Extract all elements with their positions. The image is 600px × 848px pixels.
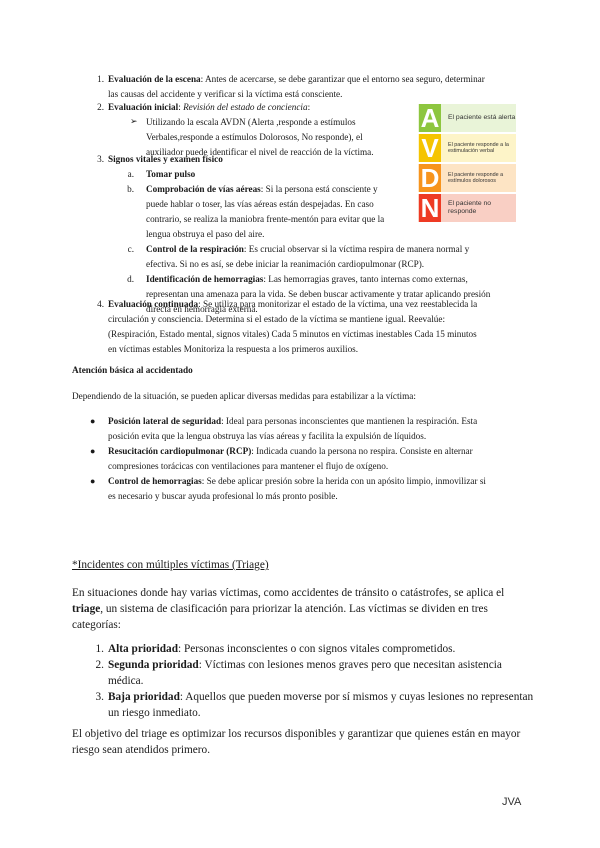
basic-care-item-2-line-2: compresiones torácicas con ventilaciones para mantener el flujo de oxígeno. — [108, 461, 389, 471]
step-2: 2. Evaluación inicial: Revisión del estado de conciencia: ➢ Utilizando la escala AVDN (Alerta ,responde a estímulos Verbales,responde a estímulos Dolorosos, No responde), el auxiliador puede identificar el nivel de reacción de la víctima. — [90, 100, 410, 160]
priority-2-line-1: : Víctimas con lesiones menos graves pero que necesitan asistencia — [198, 659, 502, 671]
step-2-subtitle: Revisión del estado de conciencia — [183, 102, 308, 112]
step-4 — [90, 297, 540, 357]
step-2-title: Evaluación inicial — [108, 102, 179, 112]
step-3a-letter: a. — [127, 169, 134, 179]
bullet-dot-icon: ● — [90, 446, 96, 456]
step-1-text-1: : Antes de acercarse, se debe garantizar que el entorno sea seguro, determinar — [200, 74, 485, 84]
step-2-bullet-line-2: Verbales,responde a estímulos Dolorosos, No responde), el — [146, 132, 363, 142]
triage-intro-bold: triage — [72, 603, 101, 615]
avdn-letter-n: N — [420, 193, 440, 223]
step-3c-title: Control de la respiración — [146, 244, 244, 254]
step-3d-line-3: directa en hemorragia externa. — [146, 304, 258, 314]
footer-initials: JVA — [502, 796, 522, 808]
step-4-line-2: circulación y consciencia. Determina si el estado de la víctima se mantiene igual. Reevalúe: — [108, 314, 445, 324]
triage-heading: *Incidentes con múltiples víctimas (Triage) — [72, 559, 269, 571]
step-3a-title: Tomar pulso — [146, 169, 196, 179]
basic-care-heading: Atención básica al accidentado — [72, 365, 193, 375]
priority-3-line-1: : Aquellos que pueden moverse por sí mismos y cuyas lesiones no representan — [179, 691, 534, 703]
step-3b-title: Comprobación de vías aéreas — [146, 184, 261, 194]
step-3d-title: Identificación de hemorragias — [146, 274, 264, 284]
step-1 — [90, 72, 530, 102]
priority-2-title: Segunda prioridad — [108, 659, 199, 671]
priority-3-line-2: un riesgo inmediato. — [108, 707, 201, 719]
avdn-letter-a: A — [420, 103, 440, 133]
basic-care-item-2-line-1: : Indicada cuando la persona no respira. Consiste en alternar — [251, 446, 473, 456]
step-3b-line-4: lengua obstruya el paso del aire. — [146, 229, 265, 239]
triage-intro — [72, 585, 542, 633]
avdn-text-n: El paciente no responde — [448, 200, 492, 215]
step-3-title: Signos vitales y examen físico — [108, 154, 223, 164]
step-3 — [90, 152, 530, 317]
step-1-text-2: las causas del accidente y verificar si la víctima está consciente. — [108, 89, 343, 99]
step-4-title: Evaluación continuada — [108, 299, 199, 309]
basic-care-item-3-line-1: : Se debe aplicar presión sobre la herida con un apósito limpio, inmovilizar si — [201, 476, 486, 486]
step-1-title: Evaluación de la escena — [108, 74, 201, 84]
step-2-number: 2. — [97, 102, 104, 112]
triage-intro-line-3: categorías: — [72, 619, 121, 631]
priority-1-line-1: : Personas inconscientes o con signos vitales comprometidos. — [177, 643, 456, 655]
avdn-text-a: El paciente está alerta — [448, 114, 516, 121]
priority-1-number: 1. — [95, 643, 104, 655]
step-2-bullet-line-3: auxiliador puede identificar el nivel de reacción de la víctima. — [146, 147, 374, 157]
step-3d-letter: d. — [127, 274, 134, 284]
avdn-letter-d: D — [420, 163, 440, 193]
avdn-text-d: El paciente responde a estímulos dolorosos — [448, 171, 504, 184]
triage-priority-list — [90, 641, 540, 721]
basic-care-item-3-line-2: es necesario y buscar ayuda profesional lo más pronto posible. — [108, 491, 338, 501]
priority-3-title: Baja prioridad — [108, 691, 180, 703]
triage-conclusion — [72, 726, 542, 758]
avdn-letter-v: V — [419, 134, 441, 162]
step-3d-line-1: : Las hemorragias graves, tanto internas como externas, — [263, 274, 468, 284]
step-1-number: 1. — [97, 74, 104, 84]
step-3b-letter: b. — [127, 184, 134, 194]
avdn-text-v: El paciente responde a la estimulación verbal — [448, 141, 509, 154]
triage-conclusion-line-2: riesgo sean atendidos primero. — [72, 744, 211, 756]
basic-care-item-1-line-2: posición evita que la lengua obstruya las vías aéreas y facilita la expulsión de líquidos. — [108, 431, 427, 441]
step-4-line-1: : Se utiliza para monitorizar el estado de la víctima, una vez reestablecida la — [198, 299, 478, 309]
priority-2-number: 2. — [95, 659, 104, 671]
bullet-dot-icon: ● — [90, 416, 96, 426]
step-3c-line-1: : Es crucial observar si la víctima respira de manera normal y — [243, 244, 470, 254]
bullet-dot-icon: ● — [90, 476, 96, 486]
basic-care-item-1-line-1: : Ideal para personas inconscientes que mantienen la respiración. Esta — [221, 416, 478, 426]
triage-intro-line-2: , un sistema de clasificación para priorizar la atención. Las víctimas se dividen en tres — [100, 603, 488, 615]
step-3c-letter: c. — [127, 244, 134, 254]
basic-care-list — [90, 414, 540, 504]
step-3-number: 3. — [97, 154, 104, 164]
step-3b-line-2: puede hablar o toser, las vías aéreas están despejadas. En caso — [146, 199, 374, 209]
triage-conclusion-line-1: El objetivo del triage es optimizar los recursos disponibles y garantizar que quienes están en mayor — [72, 728, 521, 740]
step-3b-line-3: contrario, se realiza la maniobra frente-mentón para evitar que la — [146, 214, 385, 224]
basic-care-item-1-title: Posición lateral de seguridad — [108, 416, 222, 426]
priority-3-number: 3. — [95, 691, 104, 703]
step-4-line-3: (Respiración, Estado mental, signos vitales) Cada 5 minutos en víctimas inestables Cada 15 minutos — [108, 329, 477, 339]
step-3b-line-1: : Si la persona está consciente y — [260, 184, 378, 194]
step-4-number: 4. — [97, 299, 104, 309]
triage-intro-line-1: En situaciones donde hay varias víctimas, como accidentes de tránsito o catástrofes, se aplica el — [72, 587, 505, 599]
step-3d-line-2: representan una amenaza para la vida. Se deben buscar activamente y tratar aplicando presión — [146, 289, 491, 299]
arrow-bullet-icon: ➢ — [130, 116, 138, 126]
priority-2-line-2: médica. — [108, 675, 144, 687]
step-4-line-4: en víctimas estables Monitoriza la respuesta a los primeros auxilios. — [108, 344, 359, 354]
priority-1-title: Alta prioridad — [108, 643, 178, 655]
avdn-row-a — [418, 104, 516, 132]
step-2-bullet-line-1: Utilizando la escala AVDN (Alerta ,responde a estímulos — [146, 117, 356, 127]
step-3c-line-2: efectiva. Si no es así, se debe iniciar la reanimación cardiopulmonar (RCP). — [146, 259, 425, 269]
basic-care-item-3-title: Control de hemorragias — [108, 476, 202, 486]
basic-care-item-2-title: Resucitación cardiopulmonar (RCP) — [108, 446, 252, 456]
basic-care-intro: Dependiendo de la situación, se pueden aplicar diversas medidas para estabilizar a la víctima: — [72, 391, 416, 401]
